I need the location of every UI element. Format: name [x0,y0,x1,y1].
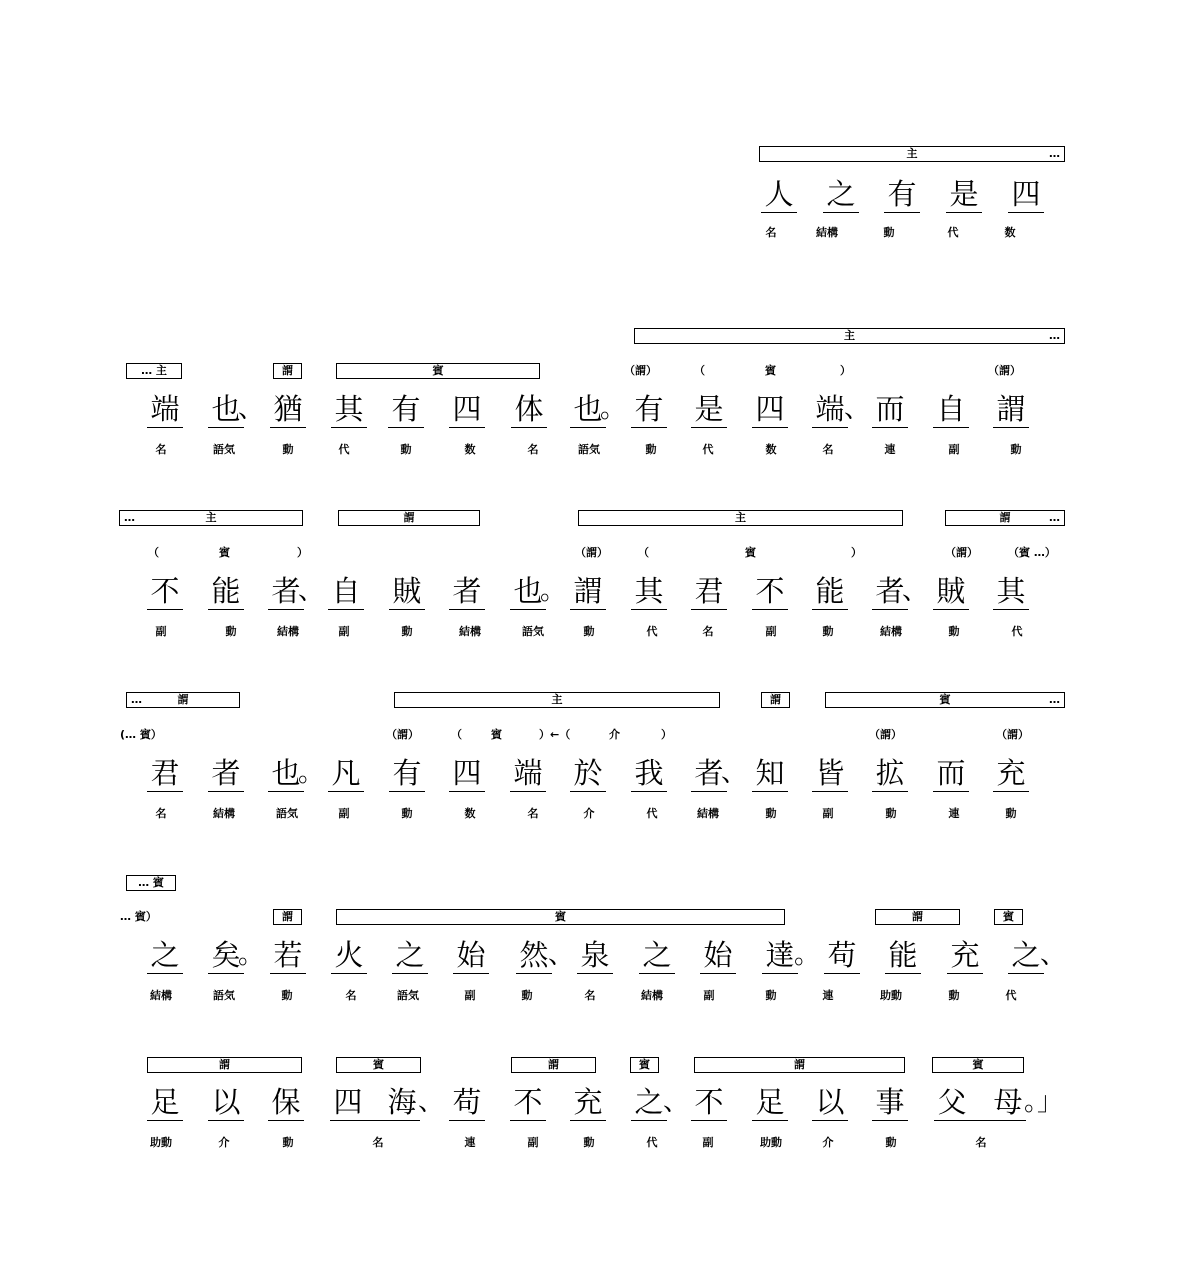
kanbun-char: 足 [752,1084,788,1121]
kanbun-char: 矣 [208,937,244,974]
kanbun-char: 其 [331,391,367,428]
object-label: 賓 [432,364,444,377]
kanbun-char: 是 [691,391,727,428]
pos-tag: 数 [1004,226,1016,239]
kanbun-char: 謂 [570,573,606,610]
pos-tag: 名 [372,1136,384,1149]
kanbun-char: 始 [700,937,736,974]
pos-tag: 動 [282,443,294,456]
kanbun-char: 事 [872,1084,908,1121]
pos-tag: 代 [1011,625,1023,638]
ellipsis-label: … [1049,693,1060,706]
kanbun-char: 之 [1008,937,1044,974]
object-label: 賓 [555,910,566,923]
punctuation: 。 [600,394,627,424]
kanbun-char: 母 [993,1085,1023,1119]
pos-tag: 数 [464,443,476,456]
pos-tag: 代 [947,226,959,239]
pos-tag: 代 [338,443,350,456]
pos-tag: 動 [583,1136,595,1149]
pos-tag: 動 [948,625,960,638]
paren-label: ） [851,546,862,559]
pos-tag: 語気 [522,625,544,638]
kanbun-char: 不 [147,573,183,610]
predicate-label: 謂 [794,1058,805,1071]
kanbun-char: 以 [208,1084,244,1121]
kanbun-char: 有 [884,176,920,213]
pos-tag: 介 [583,807,595,820]
pos-tag: 動 [401,807,413,820]
kanbun-char: 充 [993,755,1029,792]
pos-tag: 名 [155,807,167,820]
punctuation: 、 [298,576,325,606]
paren-label: （謂） [996,728,1029,741]
paren-label: （謂） [624,364,657,377]
kanbun-char: 火 [331,937,367,974]
pos-tag: 動 [400,443,412,456]
predicate-label: 謂 [219,1058,230,1071]
pos-tag: 名 [584,989,596,1002]
ellipsis-label: … [1049,511,1060,524]
predicate-bracket [761,692,790,708]
kanbun-char: 有 [389,755,425,792]
pos-tag: 動 [282,1136,294,1149]
ellipsis-label: … [1049,329,1060,342]
kanbun-char: 之 [147,937,183,974]
predicate-bracket [273,909,302,925]
kanbun-char: 於 [570,755,606,792]
kanbun-char: 也 [208,391,244,428]
predicate-label: 謂 [282,364,293,377]
kanbun-char: 不 [752,573,788,610]
pos-tag: 結構 [277,625,299,638]
paren-label: … 賓） [120,910,157,923]
kanbun-char: 者 [208,755,244,792]
predicate-bracket [338,510,480,526]
pos-tag: 連 [884,443,896,456]
kanbun-char: 知 [752,755,788,792]
subject-bracket [759,146,1065,162]
kanbun-char: 之 [639,937,675,974]
predicate-bracket [875,909,960,925]
pos-tag: 動 [1005,807,1017,820]
object-bracket [630,1057,659,1073]
pos-tag: 連 [822,989,834,1002]
predicate-bracket [694,1057,905,1073]
kanbun-char: 四 [1008,176,1044,213]
pos-tag: 動 [883,226,895,239]
pos-tag: 名 [155,443,167,456]
paren-label: （賓 …） [1008,546,1056,559]
subject-label: 主 [906,147,918,160]
pos-tag: 動 [401,625,413,638]
pos-tag: 連 [948,807,960,820]
object-label: … 賓 [138,876,164,889]
kanbun-char: 者 [268,573,304,610]
pos-tag: 結構 [816,226,838,239]
pos-tag: 名 [822,443,834,456]
pos-tag: 動 [521,989,533,1002]
predicate-label: 謂 [912,910,923,923]
subject-label: … 主 [141,364,167,377]
kanbun-char: 之 [392,937,428,974]
kanbun-char: 賊 [389,573,425,610]
punctuation: 、 [902,576,929,606]
pos-tag: 名 [975,1136,987,1149]
subject-bracket [119,510,303,526]
kanbun-char: 苟 [824,937,860,974]
punctuation: 、 [548,940,575,970]
subject-label: 主 [205,511,217,524]
ellipsis-label: … [131,693,142,706]
kanbun-char: 端 [510,755,546,792]
pos-tag: 副 [155,625,167,638]
pos-tag: 名 [527,443,539,456]
kanbun-char: 能 [885,937,921,974]
object-bracket [126,875,176,891]
paren-label: 賓 [745,546,756,559]
kanbun-char: 四 [449,391,485,428]
pos-tag: 連 [464,1136,476,1149]
paren-label: （ [694,364,705,377]
pos-tag: 動 [765,807,777,820]
kanbun-char: 者 [449,573,485,610]
kanbun-char: 自 [328,573,364,610]
kanbun-char: 君 [691,573,727,610]
ellipsis-label: … [124,511,135,524]
pos-tag: 名 [345,989,357,1002]
kanbun-char: 能 [812,573,848,610]
object-bracket [336,363,540,379]
pos-tag: 動 [1010,443,1022,456]
pos-tag: 結構 [213,807,235,820]
paren-label: ） [661,728,672,741]
kanbun-char: 始 [453,937,489,974]
kanbun-char: 之 [631,1084,667,1121]
paren-label: ）←（ [539,728,571,741]
predicate-label: 謂 [770,693,781,706]
pos-tag: 代 [646,625,658,638]
pos-tag: 副 [338,807,350,820]
kanbun-char: 然 [516,937,552,974]
pos-tag: 語気 [213,989,235,1002]
pos-tag: 副 [338,625,350,638]
punctuation: 、 [238,394,265,424]
pos-tag: 助動 [150,1136,172,1149]
object-label: 賓 [639,1058,650,1071]
kanbun-char: 四 [333,1085,363,1119]
kanbun-char: 端 [812,391,848,428]
subject-label: 主 [551,693,563,706]
pos-tag: 語気 [276,807,298,820]
kanbun-char: 賊 [933,573,969,610]
punctuation: 。 [238,940,265,970]
subject-label: 主 [735,511,746,524]
pos-tag: 介 [218,1136,230,1149]
kanbun-char: 謂 [993,391,1029,428]
predicate-bracket [945,510,1065,526]
punctuation: 。」 [1024,1087,1064,1117]
kanbun-char: 泉 [577,937,613,974]
kanbun-char: 充 [570,1084,606,1121]
kanbun-char: 我 [631,755,667,792]
pos-tag: 動 [583,625,595,638]
pos-tag: 副 [702,1136,714,1149]
predicate-bracket [126,692,240,708]
pos-tag: 助動 [880,989,902,1002]
predicate-label: 謂 [999,511,1011,524]
pos-tag: 結構 [150,989,172,1002]
kanbun-char: 拡 [872,755,908,792]
pos-tag: 語気 [578,443,600,456]
object-bracket [932,1057,1024,1073]
predicate-bracket [147,1057,302,1073]
predicate-label: 謂 [548,1058,559,1071]
kanbun-char: 若 [270,937,306,974]
object-label: 賓 [373,1058,384,1071]
kanbun-char: 皆 [812,755,848,792]
pos-tag: 名 [527,807,539,820]
paren-label: ） [840,364,851,377]
pos-tag: 動 [281,989,293,1002]
pos-tag: 数 [765,443,777,456]
kanbun-char: 君 [147,755,183,792]
kanbun-char: 而 [933,755,969,792]
predicate-label: 謂 [282,910,293,923]
kanbun-char: 端 [147,391,183,428]
compound-underline [934,1120,1026,1121]
paren-label: 介 [609,728,620,741]
punctuation: 。 [794,940,821,970]
kanbun-char: 父 [937,1085,967,1119]
predicate-bracket [511,1057,596,1073]
kanbun-char: 也 [570,391,606,428]
kanbun-char: 不 [691,1084,727,1121]
pos-tag: 名 [702,625,714,638]
pos-tag: 結構 [697,807,719,820]
pos-tag: 副 [464,989,476,1002]
pos-tag: 代 [646,807,658,820]
pos-tag: 代 [646,1136,658,1149]
pos-tag: 語気 [213,443,235,456]
kanbun-char: 其 [631,573,667,610]
pos-tag: 結構 [459,625,481,638]
kanbun-char: 苟 [449,1084,485,1121]
kanbun-char: 足 [147,1084,183,1121]
kanbun-char: 是 [946,176,982,213]
pos-tag: 結構 [880,625,902,638]
pos-tag: 動 [885,1136,897,1149]
kanbun-char: 自 [933,391,969,428]
pos-tag: 動 [765,989,777,1002]
punctuation: 、 [1040,940,1067,970]
ellipsis-label: … [1049,147,1060,160]
kanbun-char: 有 [388,391,424,428]
kanbun-char: 猶 [270,391,306,428]
pos-tag: 動 [948,989,960,1002]
object-bracket [336,1057,421,1073]
kanbun-char: 四 [752,391,788,428]
paren-label: （謂） [575,546,608,559]
compound-underline [330,1120,420,1121]
kanbun-char: 而 [872,391,908,428]
paren-label: (… 賓） [120,728,162,741]
punctuation: 、 [418,1087,445,1117]
pos-tag: 副 [822,807,834,820]
kanbun-char: 充 [947,937,983,974]
pos-tag: 副 [527,1136,539,1149]
predicate-label: 謂 [403,511,415,524]
pos-tag: 名 [765,226,777,239]
kanbun-char: 保 [268,1084,304,1121]
kanbun-char: 也 [268,755,304,792]
predicate-bracket [273,363,302,379]
paren-label: （謂） [386,728,419,741]
pos-tag: 助動 [760,1136,782,1149]
punctuation: 、 [721,758,748,788]
kanbun-char: 凡 [328,755,364,792]
kanbun-char: 四 [449,755,485,792]
pos-tag: 結構 [641,989,663,1002]
pos-tag: 代 [1005,989,1017,1002]
paren-label: ） [297,546,308,559]
kanbun-char: 不 [510,1084,546,1121]
paren-label: （ [451,728,462,741]
kanbun-char: 之 [823,176,859,213]
object-bracket [825,692,1065,708]
kanbun-char: 海 [387,1085,417,1119]
kanbun-char: 者 [691,755,727,792]
paren-label: 賓 [491,728,502,741]
paren-label: （謂） [869,728,902,741]
object-bracket [994,909,1023,925]
punctuation: 、 [663,1087,690,1117]
kanbun-char: 能 [208,573,244,610]
paren-label: 賓 [219,546,230,559]
subject-bracket [394,692,720,708]
pos-tag: 数 [464,807,476,820]
pos-tag: 副 [703,989,715,1002]
paren-label: 賓 [765,364,776,377]
pos-tag: 動 [822,625,834,638]
kanbun-char: 以 [812,1084,848,1121]
kanbun-char: 有 [631,391,667,428]
object-label: 賓 [972,1058,984,1071]
subject-label: 主 [844,329,855,342]
pos-tag: 副 [765,625,777,638]
paren-label: （ [148,546,159,559]
subject-bracket [634,328,1065,344]
kanbun-char: 人 [761,176,797,213]
subject-bracket [126,363,182,379]
pos-tag: 語気 [397,989,419,1002]
kanbun-char: 者 [872,573,908,610]
pos-tag: 代 [702,443,714,456]
pos-tag: 動 [885,807,897,820]
predicate-label: 謂 [177,693,189,706]
pos-tag: 動 [225,625,237,638]
kanbun-char: 其 [993,573,1029,610]
object-label: 賓 [939,693,951,706]
object-bracket [336,909,785,925]
paren-label: （謂） [988,364,1021,377]
kanbun-char: 達 [762,937,798,974]
pos-tag: 動 [645,443,657,456]
paren-label: （ [638,546,649,559]
paren-label: （謂） [945,546,978,559]
subject-bracket [578,510,903,526]
pos-tag: 介 [822,1136,834,1149]
punctuation: 、 [844,394,871,424]
object-label: 賓 [1003,910,1014,923]
kanbun-char: 也 [510,573,546,610]
kanbun-char: 体 [511,391,547,428]
punctuation: 。 [540,576,567,606]
pos-tag: 副 [948,443,960,456]
punctuation: 。 [298,758,325,788]
